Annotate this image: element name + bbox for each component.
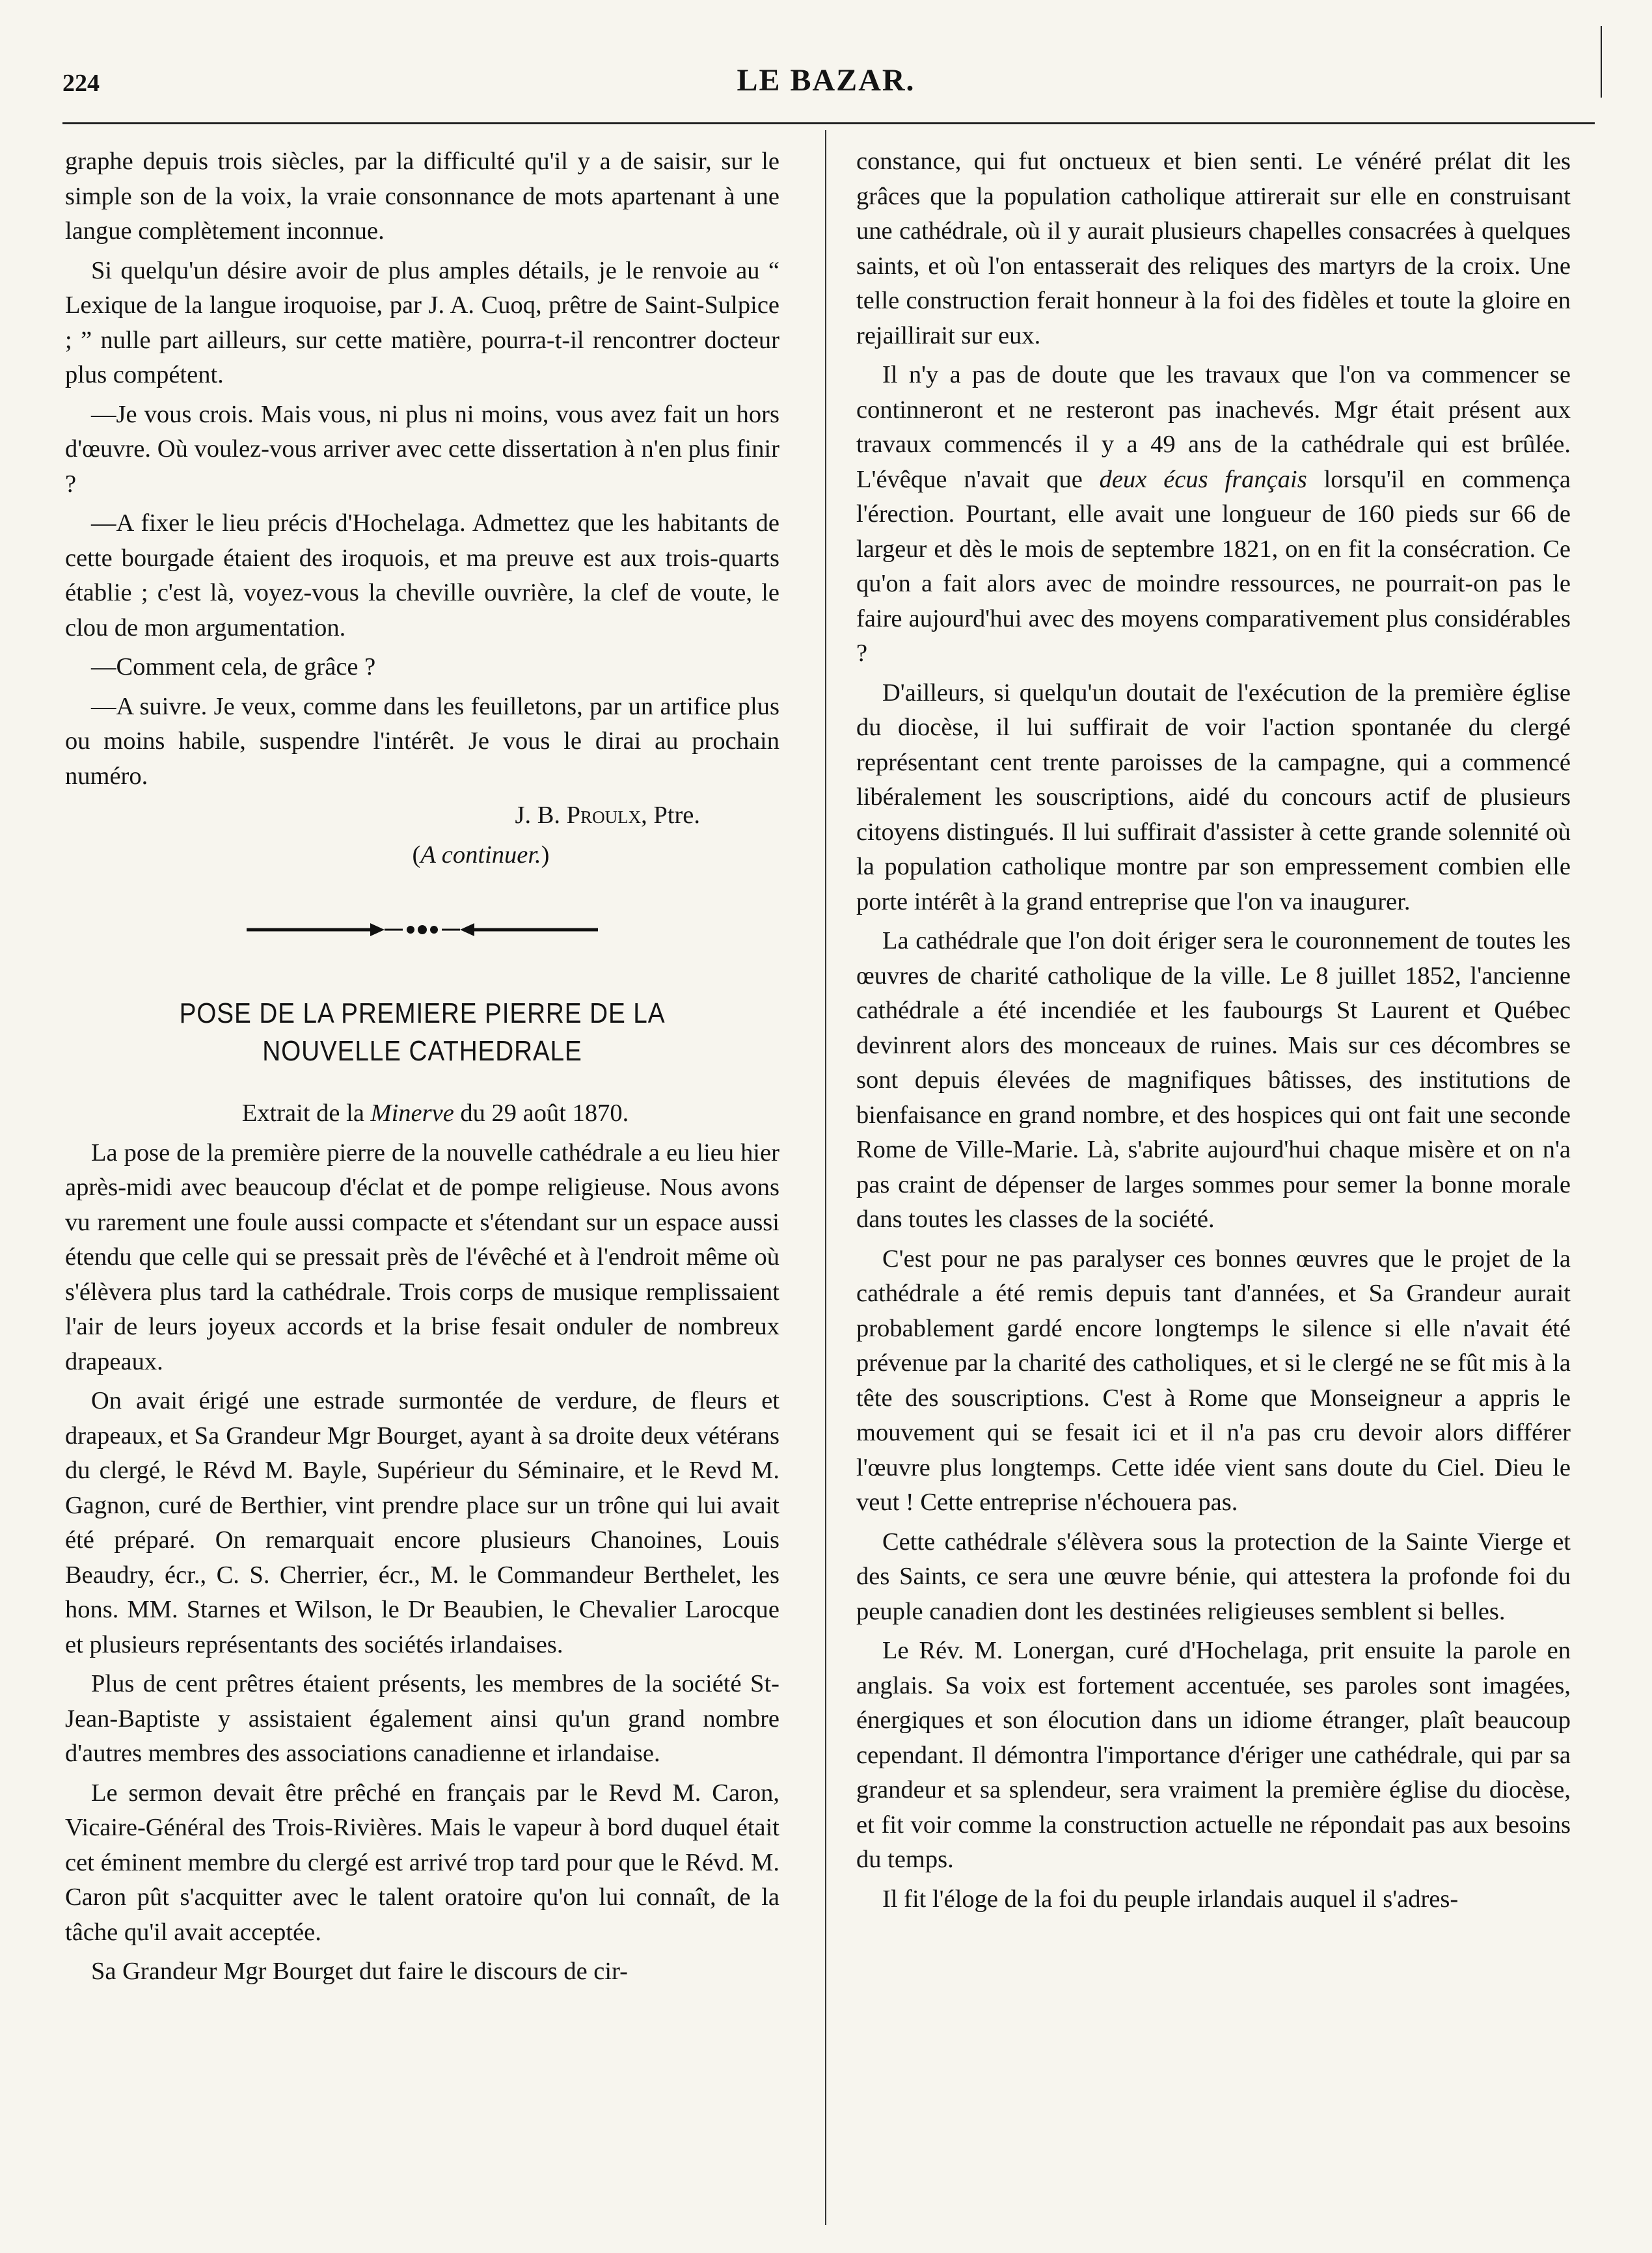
paragraph: —A suivre. Je veux, comme dans les feuilletons, par un artifice plus ou moins habile, suspendre l'intérêt. Je vous le dirai au prochain numéro. — [65, 692, 779, 790]
paragraph: Plus de cent prêtres étaient présents, les membres de la société St-Jean-Baptiste y assistaient également ainsi qu'un grand nombre d'autres membres des associations canadienne et irlandaise. — [65, 1670, 779, 1767]
paragraph: D'ailleurs, si quelqu'un doutait de l'exécution de la première église du diocèse, il lui suffirait de voir l'action spontanée du clergé représentant cent trente paroisses de la campagne, qui a commencé libéralement les souscriptions, aidé du concours actif de plusieurs citoyens distingués. Il lui suffirait d'assister à cette grande solennité où la population catholique montre par son empressement combien elle porte intérêt à la grand entreprise que l'on va inaugurer. — [856, 679, 1571, 915]
extract-prefix: Extrait de la — [241, 1100, 371, 1127]
paragraph: Cette cathédrale s'élèvera sous la protection de la Sainte Vierge et des Saints, ce sera une œuvre bénie, qui attestera la profonde foi du peuple canadien dont les destinées religieuses semblent si belles. — [856, 1528, 1571, 1625]
edge-mark — [1601, 26, 1602, 98]
ornament-divider — [240, 917, 604, 943]
paragraph: Si quelqu'un désire avoir de plus amples détails, je le renvoie au “ Lexique de la langue iroquoise, par J. A. Cuoq, prêtre de Saint-Sulpice ; ” nulle part ailleurs, sur cette matière, pourra-t-il rencontrer docteur plus compétent. — [65, 256, 779, 388]
column-divider — [825, 130, 826, 2225]
paragraph: Il fit l'éloge de la foi du peuple irlandais auquel il s'adres- — [882, 1885, 1459, 1913]
paragraph: Le sermon devait être prêché en français par le Revd M. Caron, Vicaire-Général des Trois-Rivières. Mais le vapeur à bord duquel était cet éminent membre du clergé est arrivé trop tard pour que le Révd. M. Caron pût s'acquitter avec le talent oratoire qu'on lui connaît, de la tâche qu'il avait acceptée. — [65, 1779, 779, 1946]
signature-name: Proulx — [566, 802, 642, 829]
page-number: 224 — [62, 70, 100, 97]
paragraph: —Je vous crois. Mais vous, ni plus ni moins, vous avez fait un hors d'œuvre. Où voulez-vous arriver avec cette dissertation à n'en plus finir ? — [65, 400, 779, 498]
left-column — [65, 144, 779, 2226]
paragraph: constance, qui fut onctueux et bien senti. Le vénéré prélat dit les grâces que la population catholique attirerait sur elle en construisant une cathédrale, où il y aurait plusieurs chapelles consacrées à quelques saints, et où l'on entasserait des reliques des martyrs de la croix. Une telle construction ferait honneur à la foi des fidèles et toute la gloire en rejaillirait sur eux. — [856, 148, 1571, 349]
section-title: POSE DE LA PREMIERE PIERRE DE LA NOUVELLE CATHEDRALE — [179, 997, 666, 1067]
emphasis: deux écus français — [1099, 465, 1307, 493]
right-column — [856, 144, 1571, 2226]
signature-title: , Ptre. — [641, 802, 700, 829]
continued-close: ) — [541, 841, 550, 869]
continued-open: ( — [412, 841, 421, 869]
signature-initials: J. B. — [515, 802, 561, 829]
paragraph-part: lorsqu'il en commença l'érection. Pourtant, elle avait une longueur de 160 pieds sur 66 de largeur et dès le mois de septembre 1821, on en fit la consécration. Ce qu'on a fait alors avec de moindre ressources, ne pourrait-on pas le faire aujourd'hui avec des moyens comparativement plus considérables ? — [856, 465, 1571, 667]
paragraph-part: Il n'y a pas de doute que les travaux que l'on va commencer se continneront et ne resteront pas inachevés. Mgr était présent aux travaux commencés il y a 49 ans de la cathédrale qui est brûlée. L'évêque n'avait que — [856, 361, 1571, 493]
running-head: LE BAZAR. — [737, 63, 915, 98]
paragraph: —A fixer le lieu précis d'Hochelaga. Admettez que les habitants de cette bourgade étaient des iroquois, et ma preuve est aux trois-quarts établie ; c'est là, voyez-vous la cheville ouvrière, la clef de voute, le clou de mon argumentation. — [65, 509, 779, 641]
paragraph — [856, 358, 1571, 671]
paragraph: —Comment cela, de grâce ? — [91, 653, 376, 681]
paragraph: C'est pour ne pas paralyser ces bonnes œuvres que le projet de la cathédrale a été remis depuis tant d'années, et Sa Grandeur aurait probablement gardé encore longtemps le silence si elle n'avait été prévenue par la charité des catholiques, et si le clergé ne se fût mis à la tête des souscriptions. C'est à Rome que Monseigneur a appris le mouvement qui se fesait ici et il n'a pas cru devoir alors différer l'œuvre plus longtemps. Cette idée vient sans doute du Ciel. Dieu le veut ! Cette entreprise n'échouera pas. — [856, 1245, 1571, 1516]
continued-note — [65, 838, 779, 873]
extract-source: Minerve — [370, 1100, 454, 1127]
signature — [65, 798, 779, 833]
header-rule — [62, 122, 1595, 124]
paragraph: Sa Grandeur Mgr Bourget dut faire le discours de cir- — [91, 1958, 628, 1985]
paragraph: Le Rév. M. Lonergan, curé d'Hochelaga, prit ensuite la parole en anglais. Sa voix est fortement accentuée, ses paroles sont imagées, énergiques et son élocution dans un idiome étranger, plaît beaucoup cependant. Il démontra l'importance d'ériger une cathédrale, qui par sa grandeur et sa splendeur, sera vraiment la première église du diocèse, et fit voir comme la construction actuelle ne répondait pas aux besoins du temps. — [856, 1637, 1571, 1873]
paragraph: On avait érigé une estrade surmontée de verdure, de fleurs et drapeaux, et Sa Grandeur Mgr Bourget, ayant à sa droite deux vétérans du clergé, le Révd M. Bayle, Supérieur du Séminaire, et le Revd M. Gagnon, curé de Berthier, vint prendre place sur un trône qui lui avait été préparé. On remarquait encore plusieurs Chanoines, Louis Beaudry, écr., C. S. Cherrier, écr., M. le Commandeur Berthelet, les hons. MM. Starnes et Wilson, le Dr Beaubien, le Chevalier Larocque et plusieurs représentants des sociétés irlandaises. — [65, 1387, 779, 1658]
continued-text: A continuer. — [420, 841, 541, 869]
extract-line — [65, 1096, 779, 1131]
paragraph: La cathédrale que l'on doit ériger sera le couronnement de toutes les œuvres de charité catholique de la ville. Le 8 juillet 1852, l'ancienne cathédrale a été incendiée et les faubourgs St Laurent et Québec devinrent alors des monceaux de ruines. Mais sur ces décombres se sont depuis élevées de magnifiques bâtisses, des institutions de bienfaisance en grand nombre, et des hospices qui ont fait une seconde Rome de Ville-Marie. Là, s'abrite aujourd'hui chaque misère et on n'a pas craint de dépenser de larges sommes pour semer la bonne morale dans toutes les classes de la société. — [856, 927, 1571, 1233]
paragraph: La pose de la première pierre de la nouvelle cathédrale a eu lieu hier après-midi avec beaucoup d'éclat et de pompe religieuse. Nous avons vu rarement une foule aussi compacte et s'étendant sur un espace aussi étendu que celle qui se pressait près de l'évêché et à l'endroit même où s'élèvera plus tard la cathédrale. Trois corps de musique remplissaient l'air de leurs joyeux accords et la brise fesait onduler de nombreux drapeaux. — [65, 1139, 779, 1375]
extract-suffix: du 29 août 1870. — [454, 1100, 629, 1127]
paragraph: graphe depuis trois siècles, par la difficulté qu'il y a de saisir, sur le simple son de la voix, la vraie consonnance de mots apartenant à une langue complètement inconnue. — [65, 148, 779, 245]
